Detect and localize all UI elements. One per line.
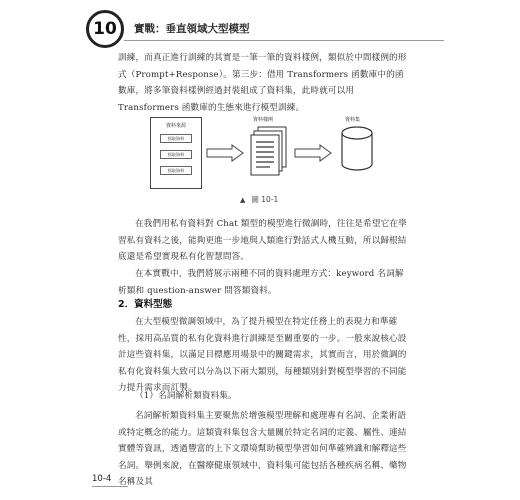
footer-divider: [92, 486, 128, 487]
section-heading: 2．資料型態: [118, 299, 173, 310]
data-source-title: 資料來源: [165, 123, 186, 129]
figure-caption: [240, 194, 278, 205]
data-source-box: [150, 117, 202, 189]
arrow-right-icon: [294, 144, 332, 162]
figure-data-pipeline: [150, 108, 390, 190]
paragraph-noun-dataset: 名詞解析類資料集主要聚焦於增強模型理解和處理專有名詞、企業術語或特定概念的能力。這類資料集包含大量關於特定名詞的定義、屬性、連結實體等資訊，透過豐富的上下文環境幫助模型學習如何準確辨識和解釋這些名詞。舉例來說，在醫療健康領域中，資料集可能包括各種疾病名稱、藥物名稱及其: [118, 411, 407, 487]
chapter-header: [86, 10, 446, 44]
source-item: 抓取資料: [160, 166, 192, 175]
dataset-label: 資料集: [345, 117, 361, 123]
paragraph-list-item: （1）名詞解析類資料集。: [135, 391, 237, 401]
page-number: 10-4: [92, 474, 112, 484]
samples-label: 資料樣例: [253, 117, 274, 123]
paragraph-two-methods: 在本實戰中，我們將展示兩種不同的資料處理方式：keyword 名詞解析類和 question-answer 問答類資料。: [118, 269, 404, 296]
paragraph-data-types: 在大型模型微調領域中，為了提升模型在特定任務上的表現力和準確性，採用高品質的私有化資料進行訓練是至關重要的一步。一般來說核心設計這些資料集，以滿足目標應用場景中的關鍵需求，其實而言，用於微調的私有化資料集大致可以分為以下兩大類別，每種類別針對模型學習的不同能力提升需求而訂製。: [118, 317, 407, 393]
database-cylinder-icon: [340, 126, 374, 172]
source-item: 抓取資料: [160, 150, 192, 159]
chapter-title: 實戰：垂直領域大型模型: [134, 23, 250, 35]
chapter-number-badge: 10: [86, 10, 124, 48]
document-stack-icon: [250, 126, 288, 176]
paragraph-training-steps: 訓練，而真正進行訓練的其實是一筆一筆的資料樣例，類似於中間樣例的形式（Prompt+Response）。第三步：借用 Transformers 函數庫中的函數庫，將多筆資料樣例經過封裝組成了資料集，此時就可以用 Transformers 函數庫的生態來進行模型訓練。: [118, 53, 407, 113]
arrow-right-icon: [206, 144, 244, 162]
triangle-icon: ▲: [240, 196, 246, 204]
header-divider: [124, 40, 444, 41]
paragraph-chat-finetune: 在我們用私有資料對 Chat 類型的模型進行微調時，往往是希望它在學習私有資料之後，能夠更進一步地與人類進行對話式人機互動，所以歸根結底還是希望實現私有化智慧問答。: [118, 219, 407, 262]
figure-caption-text: 圖 10-1: [251, 195, 279, 204]
source-item: 抓取資料: [160, 134, 192, 143]
